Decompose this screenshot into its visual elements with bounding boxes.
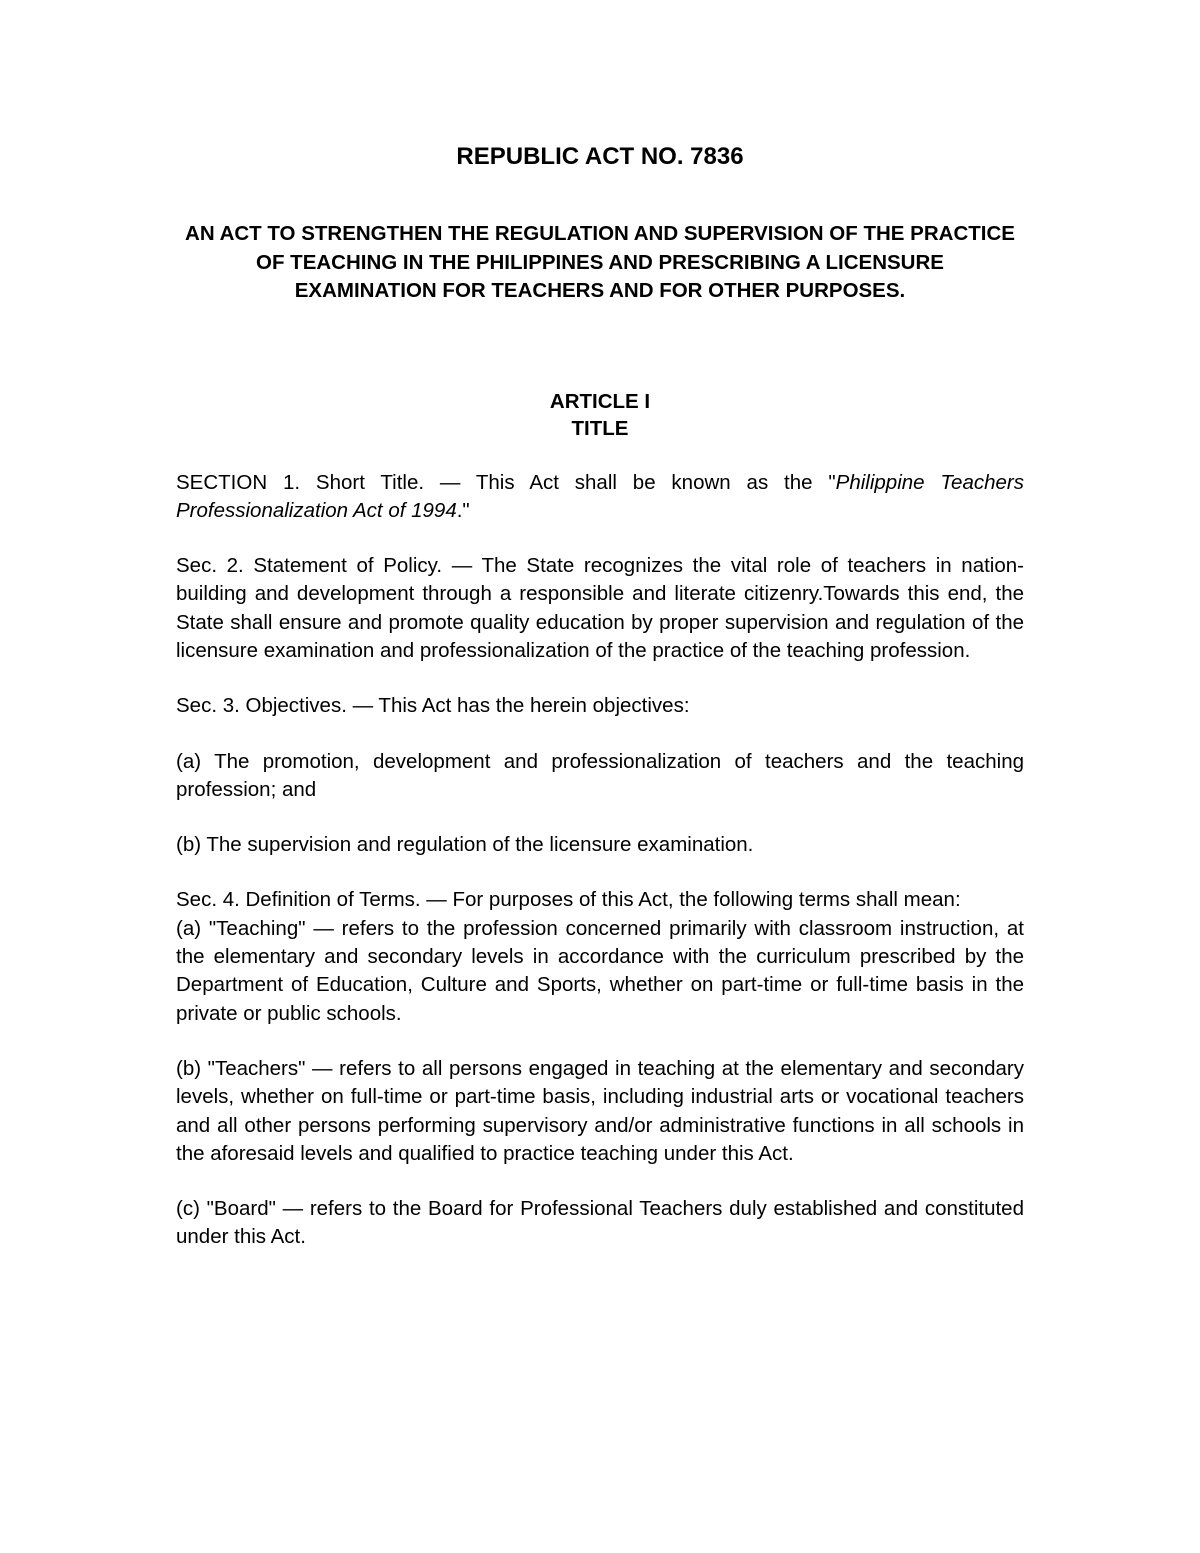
section-4-item-c: (c) "Board" — refers to the Board for Professional Teachers duly established and constituted under this Act. bbox=[176, 1197, 1024, 1249]
section-3-item-b: (b) The supervision and regulation of the licensure examination. bbox=[176, 833, 754, 857]
article-heading bbox=[176, 388, 1024, 442]
section-1-act-name: Philippine Teachers Professionalization Act of 1994 bbox=[176, 470, 1024, 522]
page-title: REPUBLIC ACT NO. 7836 bbox=[456, 143, 744, 170]
document-body bbox=[176, 140, 1024, 1252]
act-subtitle: AN ACT TO STRENGTHEN THE REGULATION AND SUPERVISION OF THE PRACTICE OF TEACHING IN THE PHILIPPINES AND PRESCRIBING A LICENSURE EXAMINATION FOR TEACHERS AND FOR OTHER PURPOSES. bbox=[185, 222, 1015, 302]
section-1-lead: SECTION 1. Short Title. — This Act shall be known as the " bbox=[176, 470, 836, 494]
article-number: ARTICLE I bbox=[549, 389, 651, 413]
section-3-objectives: Sec. 3. Objectives. — This Act has the herein objectives: bbox=[176, 694, 690, 718]
section-1-short-title bbox=[176, 469, 1024, 526]
section-1-tail: ." bbox=[456, 498, 470, 522]
section-4-definitions: Sec. 4. Definition of Terms. — For purposes of this Act, the following terms shall mean: bbox=[176, 888, 961, 912]
article-name: TITLE bbox=[571, 416, 629, 440]
section-3-item-a: (a) The promotion, development and professionalization of teachers and the teaching profession; and bbox=[176, 749, 1024, 801]
section-4-item-a: (a) "Teaching" — refers to the profession concerned primarily with classroom instruction, at the elementary and secondary levels in accordance with the curriculum prescribed by the Department of Education, Culture and Sports, whether on part-time or full-time basis in the private or public schools. bbox=[176, 916, 1024, 1025]
section-2-policy: Sec. 2. Statement of Policy. — The State recognizes the vital role of teachers in nation-building and development through a responsible and literate citizenry.Towards this end, the State shall ensure and promote quality education by proper supervision and regulation of the licensure examination and professionalization of the practice of the teaching profession. bbox=[176, 554, 1024, 662]
section-4-item-b: (b) "Teachers" — refers to all persons engaged in teaching at the elementary and secondary levels, whether on full-time or part-time basis, including industrial arts or vocational teachers and all other persons performing supervisory and/or administrative functions in all schools in the aforesaid levels and qualified to practice teaching under this Act. bbox=[176, 1056, 1024, 1165]
